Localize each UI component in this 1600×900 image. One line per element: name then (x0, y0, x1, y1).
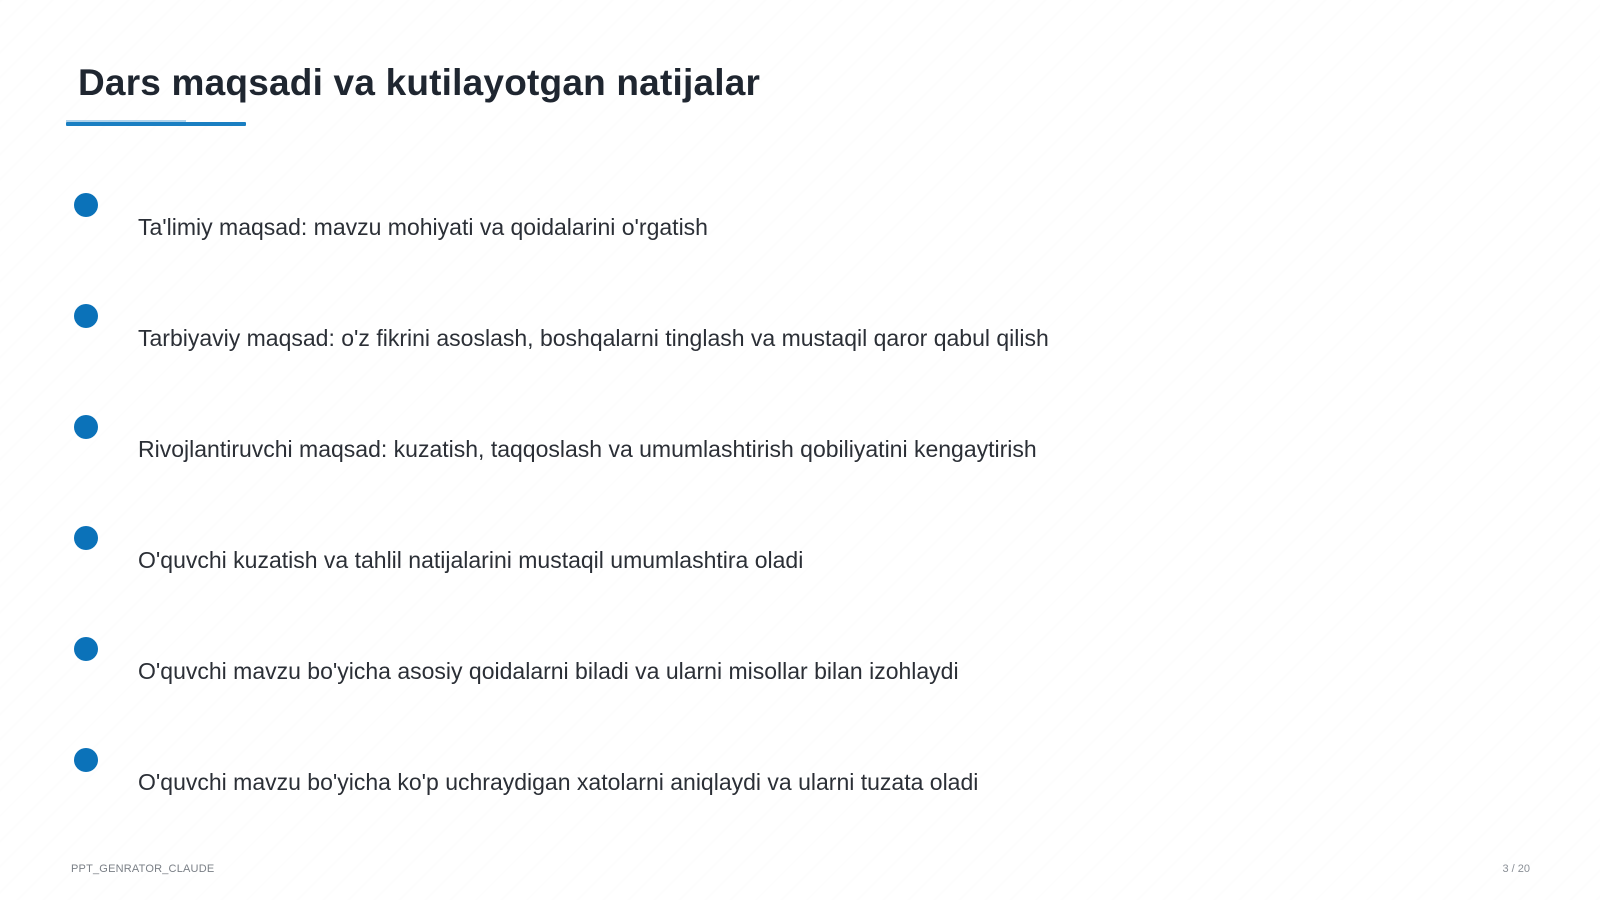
bullet-dot-icon (74, 748, 98, 772)
bullet-text: O'quvchi kuzatish va tahlil natijalarini mustaqil umumlashtira oladi (138, 547, 804, 573)
bullet-item (0, 748, 1600, 808)
footer-label: PPT_GENRATOR_CLAUDE (71, 863, 215, 875)
bullet-dot-icon (74, 304, 98, 328)
bullet-text: Tarbiyaviy maqsad: o'z fikrini asoslash, boshqalarni tinglash va mustaqil qaror qabul qilish (138, 325, 1049, 351)
slide-title: Dars maqsadi va kutilayotgan natijalar (78, 62, 761, 103)
page-indicator: 3 / 20 (1502, 863, 1530, 875)
bullet-item (0, 637, 1600, 697)
bullet-item (0, 415, 1600, 475)
bullet-text: O'quvchi mavzu bo'yicha asosiy qoidalarni biladi va ularni misollar bilan izohlaydi (138, 658, 959, 684)
bullet-dot-icon (74, 415, 98, 439)
bullet-text: Ta'limiy maqsad: mavzu mohiyati va qoidalarini o'rgatish (138, 214, 708, 240)
bullet-item (0, 304, 1600, 364)
bullet-item (0, 193, 1600, 253)
bullet-text: O'quvchi mavzu bo'yicha ko'p uchraydigan xatolarni aniqlaydi va ularni tuzata oladi (138, 769, 979, 795)
bullet-dot-icon (74, 526, 98, 550)
bullet-text: Rivojlantiruvchi maqsad: kuzatish, taqqoslash va umumlashtirish qobiliyatini kengaytirish (138, 436, 1037, 462)
bullet-dot-icon (74, 193, 98, 217)
bullet-dot-icon (74, 637, 98, 661)
bullet-item (0, 526, 1600, 586)
